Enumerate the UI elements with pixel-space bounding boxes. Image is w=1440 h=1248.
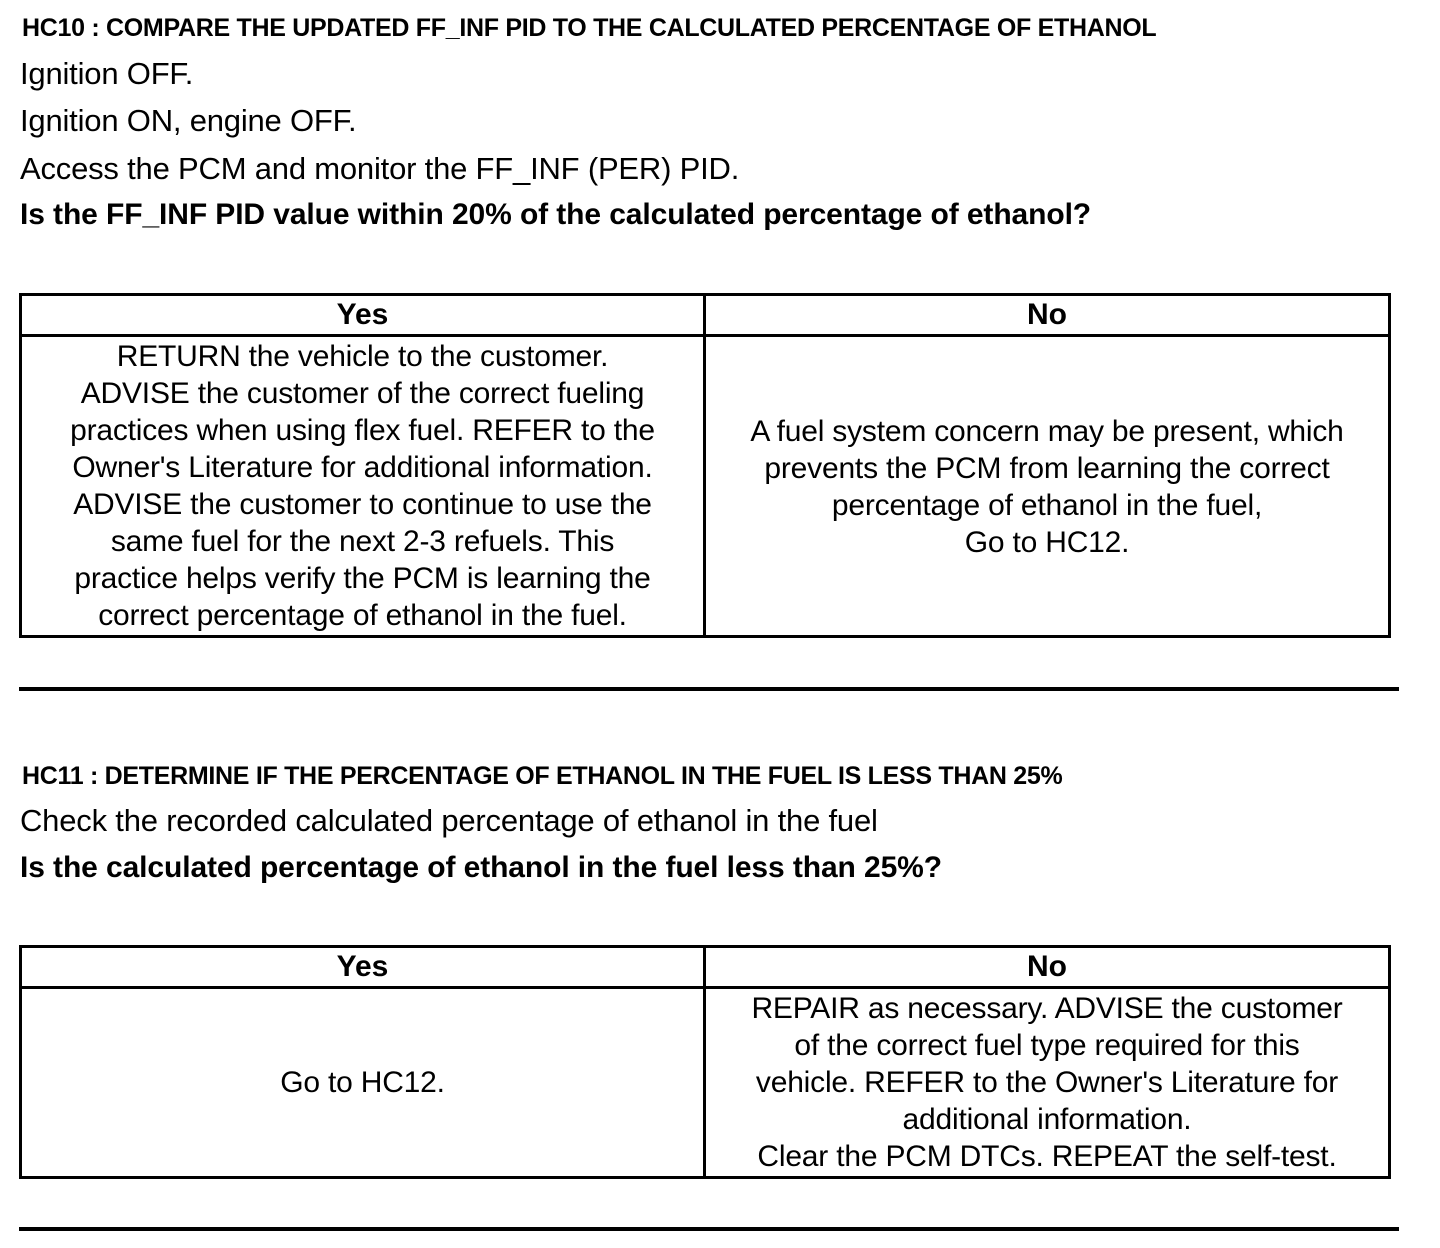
hc11-yes-cell xyxy=(21,988,705,1178)
hc11-question: Is the calculated percentage of ethanol in the fuel less than 25%? xyxy=(20,851,942,884)
hc11-no-header: No xyxy=(705,947,1390,988)
hc10-question: Is the FF_INF PID value within 20% of the calculated percentage of ethanol? xyxy=(20,198,1092,231)
hc10-decision-table xyxy=(19,293,1391,638)
hc10-no-text: A fuel system concern may be present, which prevents the PCM from learning the correct percentage of ethanol in the fuel, Go to HC12. xyxy=(750,415,1344,559)
table-header-row xyxy=(21,947,1390,988)
hc10-yes-header: Yes xyxy=(21,295,705,336)
hc11-decision-table xyxy=(19,945,1391,1179)
hc10-step-2: Ignition ON, engine OFF. xyxy=(20,103,357,138)
table-row xyxy=(21,336,1390,637)
hc10-step-1: Ignition OFF. xyxy=(20,56,194,91)
section-divider xyxy=(19,687,1399,691)
hc11-step-1: Check the recorded calculated percentage of ethanol in the fuel xyxy=(20,803,878,838)
table-header-row xyxy=(21,295,1390,336)
hc10-heading: HC10 : COMPARE THE UPDATED FF_INF PID TO THE CALCULATED PERCENTAGE OF ETHANOL xyxy=(22,14,1157,42)
hc10-no-cell xyxy=(705,336,1390,637)
hc11-no-cell xyxy=(705,988,1390,1178)
hc11-heading: HC11 : DETERMINE IF THE PERCENTAGE OF ETHANOL IN THE FUEL IS LESS THAN 25% xyxy=(22,762,1063,790)
hc11-no-text: REPAIR as necessary. ADVISE the customer of the correct fuel type required for this vehicle. REFER to the Owner's Literature for additional information. Clear the PCM DTCs. REPEAT the self-test. xyxy=(751,992,1343,1173)
hc11-yes-text: Go to HC12. xyxy=(280,1066,445,1099)
hc10-no-header: No xyxy=(705,295,1390,336)
hc10-yes-cell xyxy=(21,336,705,637)
hc10-step-3: Access the PCM and monitor the FF_INF (PER) PID. xyxy=(20,151,740,186)
table-row xyxy=(21,988,1390,1178)
hc11-yes-header: Yes xyxy=(21,947,705,988)
hc10-yes-text: RETURN the vehicle to the customer. ADVISE the customer of the correct fueling practices when using flex fuel. REFER to the Owner's Literature for additional information. ADVISE the customer to continue to use the same fuel for the next 2-3 refuels. This practice helps verify the PCM is learning the correct percentage of ethanol in the fuel. xyxy=(70,340,655,632)
section-divider xyxy=(19,1227,1399,1231)
